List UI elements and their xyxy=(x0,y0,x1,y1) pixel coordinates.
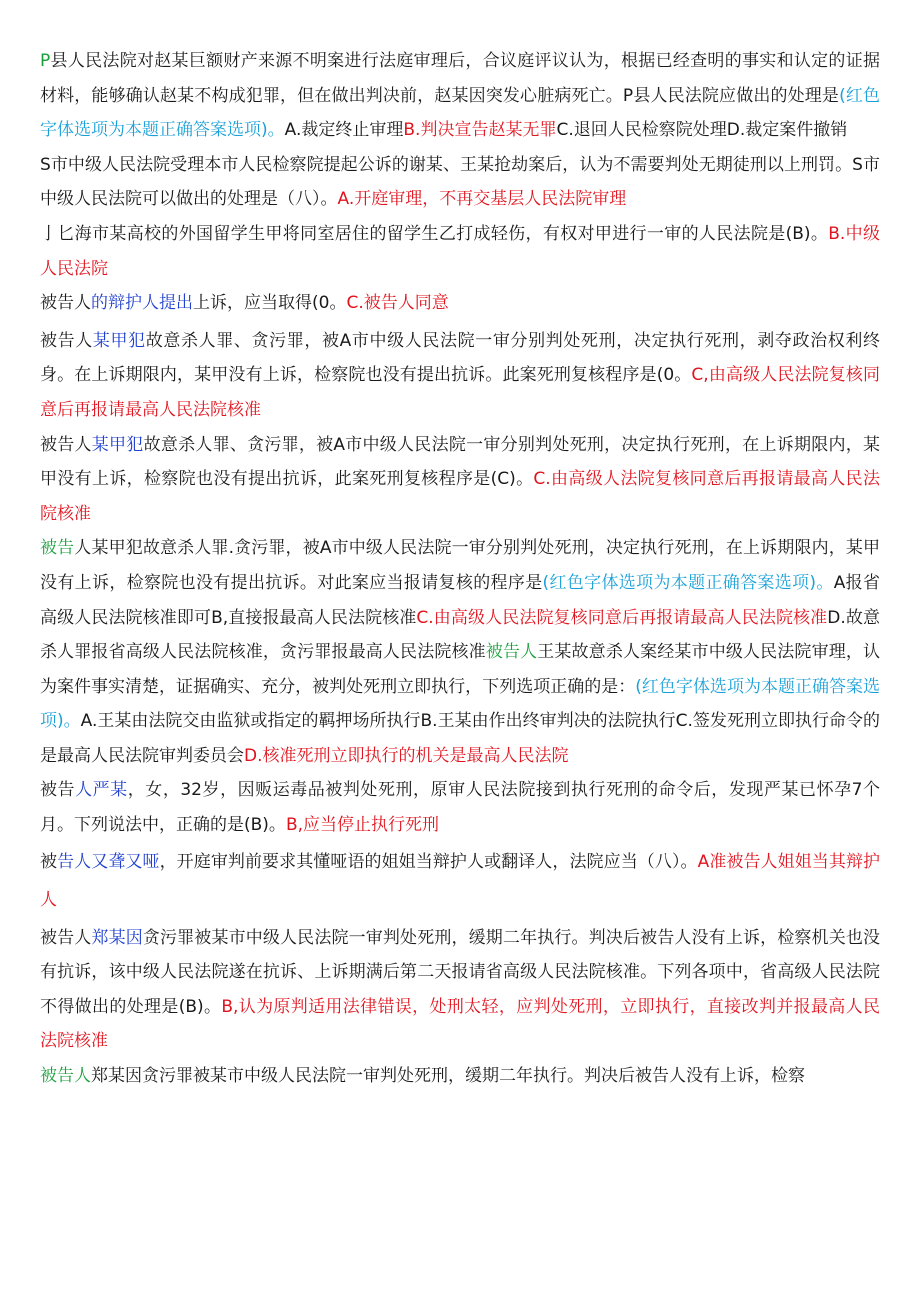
text-segment: 被告人 xyxy=(40,293,91,314)
question-paragraph xyxy=(40,843,880,919)
question-paragraph xyxy=(40,428,880,532)
text-segment: 被 xyxy=(40,851,58,872)
answer-text: B,应当停止执行死刑 xyxy=(285,815,440,836)
text-segment: D.故意杀人罪报省高级人民法院核准，贪污罪报最高人民法院核准 xyxy=(40,607,880,663)
answer-text: C.由高级人民法院复核同意后再报请最高人民法院核准 xyxy=(416,607,828,628)
text-segment: A报省高级人民法院核准即可B,直接报最高人民法院核准 xyxy=(40,572,881,628)
text-segment: 被告人 xyxy=(40,1066,91,1087)
text-segment: 的辩护人提出 xyxy=(91,293,193,314)
question-paragraph xyxy=(40,324,880,428)
text-segment: S市中级人民法院受理本市人民检察院提起公诉的谢某、王某抢劫案后，认为不需要判处无期徒刑以上刑罚。S市中级人民法院可以做出的处理是（八）。 xyxy=(40,154,880,210)
text-segment: 人某甲犯故意杀人罪.贪污罪，被A市中级人民法院一审分别判处死刑，决定执行死刑，在上诉期限内，某甲没有上诉，检察院也没有提出抗诉。对此案应当报请复核的程序是 xyxy=(40,538,881,593)
answer-text: B.中级人民法院 xyxy=(40,223,880,279)
text-segment: 被告人 xyxy=(40,330,93,351)
text-segment: P xyxy=(40,51,51,71)
question-paragraph xyxy=(40,921,880,1059)
text-segment: 某甲犯 xyxy=(92,330,146,351)
answer-text: D.核准死刑立即执行的机关是最高人民法院 xyxy=(244,745,569,766)
text-segment: ，女，32岁，因贩运毒品被判处死刑，原审人民法院接到执行死刑的命令后，发现严某已怀孕7个月。下列说法中，正确的是(B)。 xyxy=(40,780,881,836)
text-segment: 被告人 xyxy=(40,434,92,455)
text-segment: 郑某因 xyxy=(91,927,143,948)
text-segment: 上诉，应当取得(0。 xyxy=(193,293,347,314)
text-segment: 贪污罪被某市中级人民法院一审判处死刑，缓期二年执行。判决后被告人没有上诉，检察机关也没有抗诉，该中级人民法院遂在抗诉、上诉期满后第二天报请省高级人民法院核准。下列各项中，省高级人民法院不得做出的处理是(B)。 xyxy=(40,927,880,1017)
text-segment: 王某故意杀人案经某市中级人民法院审理，认为案件事实清楚，证据确实、充分，被判处死刑立即执行，下列选项正确的是： xyxy=(40,642,881,697)
text-segment: 被告人 xyxy=(485,642,538,663)
text-segment: A.王某由法院交由监狱或指定的羁押场所执行B.王某由作出终审判决的法院执行C.签发死刑立即执行命令的是最高人民法院审判委员会 xyxy=(40,711,880,766)
text-segment: 县人民法院对赵某巨额财产来源不明案进行法庭审理后，合议庭评议认为，根据已经查明的事实和认定的证据材料，能够确认赵某不构成犯罪，但在做出判决前，赵某因突发心脏病死亡。P县人民法院应做出的处理是 xyxy=(40,51,880,106)
answer-text: C.被告人同意 xyxy=(346,293,449,314)
text-segment: C.退回人民检察院处理D.裁定案件撤销 xyxy=(556,120,848,141)
text-segment: 人严某 xyxy=(75,780,128,801)
text-segment: 故意杀人罪、贪污罪，被A市中级人民法院一审分别判处死刑，决定执行死刑，剥夺政治权利终身。在上诉期限内，某甲没有上诉，检察院也没有提出抗诉。此案死刑复核程序是(0。 xyxy=(40,330,880,386)
answer-text: C,由高级人民法院复核同意后再报请最高人民法院核准 xyxy=(40,365,881,420)
text-segment: A.裁定终止审理 xyxy=(284,120,404,141)
text-segment: (红色字体选项为本题正确答案选项)。 xyxy=(542,572,834,593)
text-segment: ，开庭审判前要求其懂哑语的姐姐当辩护人或翻译人，法院应当（八）。 xyxy=(159,851,698,872)
text-segment: 告人又聋又哑 xyxy=(57,851,160,872)
question-paragraph xyxy=(40,44,880,148)
question-paragraph xyxy=(40,1059,880,1094)
text-segment: 故意杀人罪、贪污罪，被A市中级人民法院一审分别判处死刑，决定执行死刑，在上诉期限内，某甲没有上诉，检察院也没有提出抗诉，此案死刑复核程序是(C)。 xyxy=(40,434,881,490)
text-segment: 亅匕海市某高校的外国留学生甲将同室居住的留学生乙打成轻伤，有权对甲进行一审的人民法院是(B)。 xyxy=(40,223,829,244)
answer-text: B.判决宣告赵某无罪 xyxy=(403,120,557,141)
text-segment: 郑某因贪污罪被某市中级人民法院一审判处死刑，缓期二年执行。判决后被告人没有上诉，检察 xyxy=(91,1066,805,1087)
text-segment: 某甲犯 xyxy=(91,434,144,455)
question-paragraph xyxy=(40,773,880,842)
text-segment: 被告 xyxy=(40,538,75,559)
answer-text: A.开庭审理，不再交基层人民法院审理 xyxy=(337,189,627,210)
text-segment: 被告 xyxy=(40,780,76,801)
question-paragraph xyxy=(40,148,880,217)
text-segment: 被告人 xyxy=(40,927,92,948)
text-segment: (红色字体选项为本题正确答案选项)。 xyxy=(40,85,881,141)
answer-text: A准被告人姐姐当其辩护人 xyxy=(40,851,881,910)
question-paragraph xyxy=(40,217,880,286)
question-paragraph xyxy=(40,531,880,773)
document-page xyxy=(40,44,880,1094)
answer-text: B,认为原判适用法律错误，处刑太轻，应判处死刑，立即执行，直接改判并报最高人民法院核准 xyxy=(40,996,880,1052)
answer-text: C.由高级人法院复核同意后再报请最高人民法院核准 xyxy=(40,469,880,524)
text-segment: (红色字体选项为本题正确答案选项)。 xyxy=(40,676,881,732)
question-paragraph xyxy=(40,286,880,321)
